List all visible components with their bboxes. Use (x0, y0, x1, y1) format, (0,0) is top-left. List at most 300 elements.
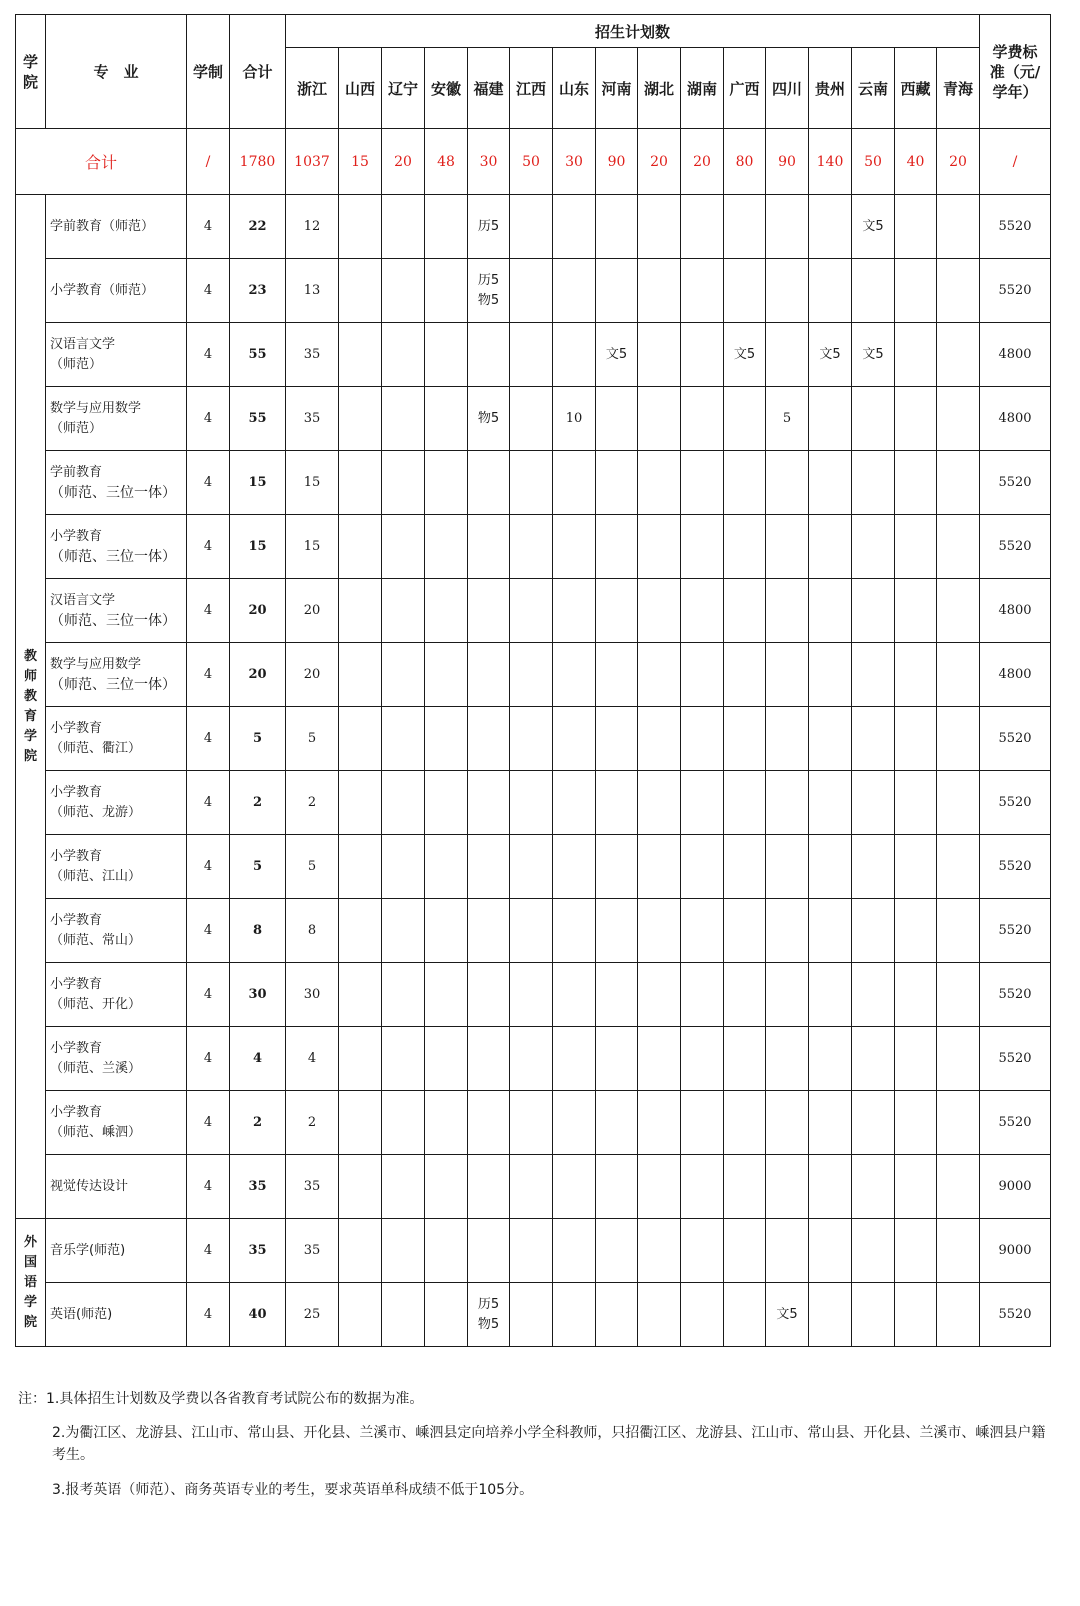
province-cell (339, 515, 382, 579)
province-cell (638, 1219, 681, 1283)
province-cell (638, 579, 681, 643)
province-cell (809, 1027, 852, 1091)
total-fee: / (980, 129, 1051, 195)
province-cell (937, 899, 980, 963)
province-cell-line: 物5 (477, 1316, 500, 1332)
province-cell (895, 835, 937, 899)
province-cell (339, 195, 382, 259)
province-cell (638, 707, 681, 771)
province-cell (809, 323, 852, 387)
major-title: 小学教育 (50, 912, 103, 928)
province-cell (382, 835, 425, 899)
province-cell (382, 1027, 425, 1091)
province-cell (724, 1027, 766, 1091)
province-cell (638, 1155, 681, 1219)
province-cell (638, 323, 681, 387)
province-cell (468, 707, 510, 771)
province-cell (596, 835, 638, 899)
fee-cell: 5520 (980, 1091, 1051, 1155)
province-cell (724, 579, 766, 643)
major-title: 小学教育 (50, 1104, 103, 1120)
province-cell (339, 259, 382, 323)
duration-cell: 4 (187, 899, 230, 963)
major-note: （师范、常山） (50, 932, 142, 948)
table-row (16, 387, 1051, 451)
duration-cell: 4 (187, 387, 230, 451)
province-cell (681, 323, 724, 387)
province-cell (468, 1219, 510, 1283)
total-cell: 23 (230, 259, 286, 323)
major-name (46, 451, 187, 515)
province-cell (638, 451, 681, 515)
province-cell-line: 文5 (605, 346, 628, 362)
province-cell (382, 195, 425, 259)
table-row (16, 1091, 1051, 1155)
province-cell: 35 (286, 1219, 339, 1283)
college-name-text: 外 国 语 学 院 (23, 1234, 37, 1330)
total-cell: 40 (230, 1283, 286, 1347)
province-cell: 5 (766, 387, 809, 451)
total-cell: 20 (230, 643, 286, 707)
province-cell (596, 1219, 638, 1283)
province-cell: 12 (286, 195, 339, 259)
province-cell (596, 963, 638, 1027)
province-cell (895, 1219, 937, 1283)
province-cell (724, 1155, 766, 1219)
province-cell (468, 323, 510, 387)
header-plan: 招生计划数 (286, 15, 980, 48)
province-cell (895, 451, 937, 515)
total-cell: 5 (230, 707, 286, 771)
major-note: （师范） (50, 356, 103, 372)
province-cell (895, 1027, 937, 1091)
college-name (16, 1219, 46, 1347)
province-cell (766, 1219, 809, 1283)
province-cell (553, 515, 596, 579)
province-cell (468, 1155, 510, 1219)
province-cell: 25 (286, 1283, 339, 1347)
province-cell (510, 387, 553, 451)
fee-cell: 5520 (980, 451, 1051, 515)
major-title: 汉语言文学 (50, 336, 116, 352)
province-cell (937, 451, 980, 515)
fee-cell: 5520 (980, 1027, 1051, 1091)
province-cell (339, 323, 382, 387)
table-row (16, 771, 1051, 835)
fee-cell: 4800 (980, 643, 1051, 707)
province-cell (468, 451, 510, 515)
province-cell (596, 323, 638, 387)
major-title: 学前教育 (50, 464, 103, 480)
province-cell (724, 387, 766, 451)
table-row (16, 643, 1051, 707)
table-row (16, 835, 1051, 899)
province-cell (553, 259, 596, 323)
province-cell: 20 (286, 643, 339, 707)
province-cell (510, 323, 553, 387)
total-province-count: 50 (510, 129, 553, 195)
province-cell (681, 259, 724, 323)
province-cell (339, 899, 382, 963)
province-cell (937, 1283, 980, 1347)
major-name (46, 195, 187, 259)
province-cell (425, 643, 468, 707)
province-cell (425, 451, 468, 515)
province-cell (596, 451, 638, 515)
province-cell (382, 899, 425, 963)
province-cell (809, 963, 852, 1027)
fee-cell: 5520 (980, 195, 1051, 259)
province-cell-line: 历5 (477, 1296, 500, 1312)
province-cell (809, 1155, 852, 1219)
duration-cell: 4 (187, 451, 230, 515)
province-cell (382, 515, 425, 579)
province-cell (681, 1027, 724, 1091)
province-cell: 8 (286, 899, 339, 963)
province-cell (553, 899, 596, 963)
header-duration: 学制 (187, 15, 230, 129)
major-title: 视觉传达设计 (50, 1178, 129, 1194)
table-row (16, 1027, 1051, 1091)
province-cell: 15 (286, 515, 339, 579)
province-cell (937, 1219, 980, 1283)
province-cell (553, 1219, 596, 1283)
province-cell (553, 1091, 596, 1155)
province-cell (553, 323, 596, 387)
province-cell (468, 259, 510, 323)
province-cell (553, 579, 596, 643)
table-row (16, 963, 1051, 1027)
notes-section (18, 1388, 1058, 1514)
table-row (16, 323, 1051, 387)
province-cell (553, 643, 596, 707)
province-cell (895, 771, 937, 835)
province-cell (553, 1027, 596, 1091)
province-cell (425, 1091, 468, 1155)
province-cell (553, 1155, 596, 1219)
province-cell (339, 835, 382, 899)
major-name (46, 835, 187, 899)
admission-plan-table (15, 14, 1051, 1347)
duration-cell: 4 (187, 1155, 230, 1219)
province-cell (724, 771, 766, 835)
province-cell (339, 1027, 382, 1091)
province-cell (553, 963, 596, 1027)
province-cell: 13 (286, 259, 339, 323)
major-name (46, 643, 187, 707)
province-cell (425, 195, 468, 259)
province-cell (425, 963, 468, 1027)
header-province: 浙江 (286, 48, 339, 129)
province-cell (468, 1027, 510, 1091)
province-cell (724, 643, 766, 707)
province-cell (766, 643, 809, 707)
major-name (46, 771, 187, 835)
province-cell (382, 259, 425, 323)
province-cell (681, 451, 724, 515)
province-cell (809, 707, 852, 771)
total-cell: 15 (230, 515, 286, 579)
province-cell (425, 323, 468, 387)
province-cell (425, 899, 468, 963)
province-cell (895, 707, 937, 771)
province-cell (937, 963, 980, 1027)
province-cell (339, 963, 382, 1027)
province-cell (809, 643, 852, 707)
major-name (46, 1027, 187, 1091)
province-cell (809, 1283, 852, 1347)
province-cell (809, 1091, 852, 1155)
province-cell (468, 899, 510, 963)
major-name (46, 387, 187, 451)
major-title: 学前教育（师范） (50, 218, 155, 234)
province-cell (382, 579, 425, 643)
total-count: 1780 (230, 129, 286, 195)
total-province-count: 80 (724, 129, 766, 195)
total-cell: 15 (230, 451, 286, 515)
province-cell (382, 387, 425, 451)
total-cell: 30 (230, 963, 286, 1027)
header-province: 江西 (510, 48, 553, 129)
table-row (16, 259, 1051, 323)
province-cell (809, 515, 852, 579)
province-cell (382, 1219, 425, 1283)
province-cell (382, 1155, 425, 1219)
major-title: 汉语言文学 (50, 592, 116, 608)
total-province-count: 40 (895, 129, 937, 195)
province-cell (852, 643, 895, 707)
major-note: （师范、三位一体） (50, 676, 176, 693)
note-3: 3.报考英语（师范）、商务英语专业的考生，要求英语单科成绩不低于105分。 (52, 1482, 534, 1498)
duration-cell: 4 (187, 323, 230, 387)
province-cell (339, 387, 382, 451)
province-cell (724, 963, 766, 1027)
province-cell (638, 387, 681, 451)
province-cell (638, 963, 681, 1027)
province-cell (766, 515, 809, 579)
total-cell: 5 (230, 835, 286, 899)
province-cell-line: 物5 (477, 410, 500, 426)
province-cell (852, 963, 895, 1027)
duration-cell: 4 (187, 195, 230, 259)
duration-cell: 4 (187, 643, 230, 707)
total-cell: 2 (230, 1091, 286, 1155)
header-province: 河南 (596, 48, 638, 129)
province-cell (766, 1283, 809, 1347)
header-province: 广西 (724, 48, 766, 129)
fee-cell: 5520 (980, 963, 1051, 1027)
total-province-count: 48 (425, 129, 468, 195)
duration-cell: 4 (187, 771, 230, 835)
total-province-count: 90 (596, 129, 638, 195)
province-cell (382, 643, 425, 707)
major-name (46, 899, 187, 963)
province-cell (852, 195, 895, 259)
province-cell (596, 579, 638, 643)
major-name (46, 963, 187, 1027)
province-cell (596, 195, 638, 259)
province-cell (468, 1091, 510, 1155)
major-note: （师范、三位一体） (50, 612, 176, 629)
province-cell (895, 579, 937, 643)
province-cell (425, 771, 468, 835)
province-cell: 5 (286, 707, 339, 771)
province-cell (895, 259, 937, 323)
duration-cell: 4 (187, 579, 230, 643)
total-cell: 4 (230, 1027, 286, 1091)
header-province: 四川 (766, 48, 809, 129)
duration-cell: 4 (187, 515, 230, 579)
province-cell (766, 1155, 809, 1219)
province-cell (766, 1027, 809, 1091)
province-cell (425, 707, 468, 771)
province-cell (809, 259, 852, 323)
province-cell (937, 259, 980, 323)
province-cell (339, 707, 382, 771)
province-cell (382, 323, 425, 387)
header-college: 学 院 (16, 15, 46, 129)
province-cell (468, 195, 510, 259)
major-note: （师范、开化） (50, 996, 142, 1012)
province-cell (724, 1283, 766, 1347)
province-cell (766, 835, 809, 899)
major-title: 小学教育 (50, 1040, 103, 1056)
province-cell (937, 1091, 980, 1155)
major-title: 数学与应用数学 (50, 400, 142, 416)
province-cell (724, 195, 766, 259)
province-cell (724, 323, 766, 387)
province-cell (766, 1091, 809, 1155)
province-cell (766, 707, 809, 771)
province-cell (724, 1091, 766, 1155)
province-cell (510, 707, 553, 771)
province-cell (895, 963, 937, 1027)
province-cell (681, 387, 724, 451)
province-cell (425, 1219, 468, 1283)
province-cell (638, 643, 681, 707)
province-cell (724, 1219, 766, 1283)
header-fee: 学费标准（元/学年） (980, 15, 1051, 129)
major-name (46, 323, 187, 387)
province-cell (895, 515, 937, 579)
major-title: 小学教育 (50, 784, 103, 800)
province-cell (937, 323, 980, 387)
province-cell (895, 643, 937, 707)
province-cell (425, 387, 468, 451)
header-province: 云南 (852, 48, 895, 129)
province-cell (681, 835, 724, 899)
total-cell: 35 (230, 1155, 286, 1219)
province-cell (510, 1091, 553, 1155)
province-cell (382, 1091, 425, 1155)
province-cell: 10 (553, 387, 596, 451)
province-cell (937, 579, 980, 643)
header-province: 辽宁 (382, 48, 425, 129)
fee-cell: 5520 (980, 899, 1051, 963)
province-cell (766, 323, 809, 387)
province-cell (766, 195, 809, 259)
province-cell (852, 899, 895, 963)
province-cell (510, 259, 553, 323)
total-province-count: 20 (382, 129, 425, 195)
major-note: （师范） (50, 420, 103, 436)
province-cell (425, 835, 468, 899)
province-cell (510, 515, 553, 579)
province-cell (510, 579, 553, 643)
province-cell: 20 (286, 579, 339, 643)
province-cell (425, 1027, 468, 1091)
header-province: 西藏 (895, 48, 937, 129)
header-province: 贵州 (809, 48, 852, 129)
duration-cell: 4 (187, 1027, 230, 1091)
total-cell: 22 (230, 195, 286, 259)
province-cell (596, 771, 638, 835)
duration-cell: 4 (187, 1283, 230, 1347)
fee-cell: 5520 (980, 515, 1051, 579)
province-cell (724, 707, 766, 771)
table-row (16, 195, 1051, 259)
province-cell (852, 1027, 895, 1091)
province-cell (852, 771, 895, 835)
province-cell (553, 195, 596, 259)
total-cell: 55 (230, 387, 286, 451)
major-name (46, 515, 187, 579)
province-cell (852, 1155, 895, 1219)
province-cell (382, 451, 425, 515)
province-cell (895, 387, 937, 451)
province-cell (468, 771, 510, 835)
province-cell: 5 (286, 835, 339, 899)
province-cell (681, 771, 724, 835)
province-cell (852, 1219, 895, 1283)
province-cell (681, 195, 724, 259)
table-row (16, 579, 1051, 643)
province-cell (339, 579, 382, 643)
header-major: 专 业 (46, 15, 187, 129)
total-cell: 8 (230, 899, 286, 963)
province-cell (553, 771, 596, 835)
province-cell (510, 1219, 553, 1283)
province-cell (468, 643, 510, 707)
province-cell (553, 1283, 596, 1347)
major-title: 小学教育（师范） (50, 282, 155, 298)
province-cell (852, 1091, 895, 1155)
duration-cell: 4 (187, 1091, 230, 1155)
province-cell (766, 579, 809, 643)
total-cell: 35 (230, 1219, 286, 1283)
province-cell (596, 1091, 638, 1155)
province-cell (596, 1155, 638, 1219)
total-province-count: 30 (468, 129, 510, 195)
province-cell (937, 643, 980, 707)
province-cell (681, 963, 724, 1027)
fee-cell: 5520 (980, 1283, 1051, 1347)
province-cell (510, 195, 553, 259)
admission-plan-table-wrapper (15, 14, 1051, 1347)
total-province-count: 20 (638, 129, 681, 195)
province-cell (553, 707, 596, 771)
province-cell (553, 451, 596, 515)
province-cell (596, 259, 638, 323)
province-cell (809, 835, 852, 899)
province-cell (895, 1283, 937, 1347)
province-cell-line: 历5 (477, 272, 500, 288)
province-cell (681, 899, 724, 963)
province-cell (468, 579, 510, 643)
province-cell (638, 195, 681, 259)
major-note: （师范、三位一体） (50, 548, 176, 565)
fee-cell: 4800 (980, 323, 1051, 387)
